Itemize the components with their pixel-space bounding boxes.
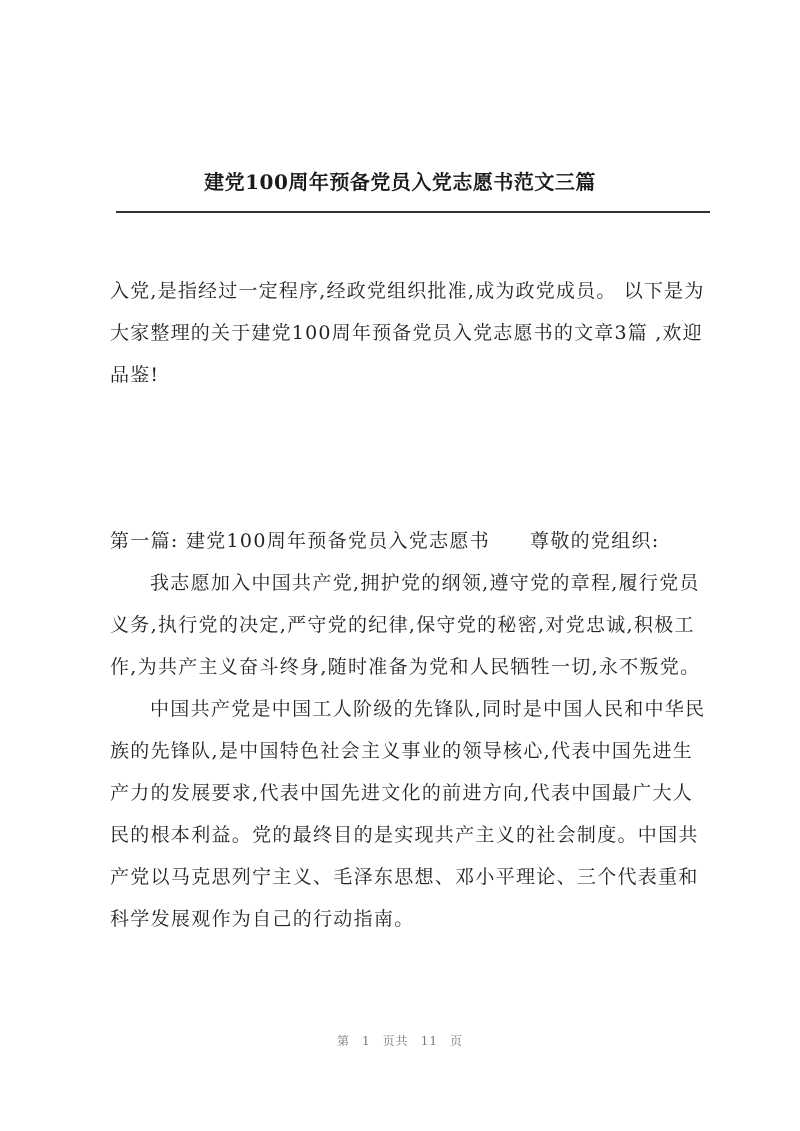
page-footer bbox=[0, 1032, 800, 1049]
body-paragraph: 我志愿加入中国共产党,拥护党的纲领,遵守党的章程,履行党员义务,执行党的决定,严守党的纪律,保守党的秘密,对党忠诚,积极工作,为共产主义奋斗终身,随时准备为党和人民牺牲一切,永不叛党。 bbox=[110, 572, 701, 678]
section-1 bbox=[110, 520, 710, 940]
footer-page-suffix: 页 bbox=[449, 1034, 463, 1048]
footer-total-pages: 11 bbox=[420, 1034, 438, 1048]
section-heading-line bbox=[110, 520, 710, 562]
salutation: 尊敬的党组织: bbox=[530, 530, 660, 552]
section-heading: 第一篇: 建党100周年预备党员入党志愿书 bbox=[110, 530, 491, 552]
document-title: 建党100周年预备党员入党志愿书范文三篇 bbox=[204, 170, 596, 194]
footer-of-label: 页共 bbox=[382, 1034, 409, 1048]
body-paragraph: 中国共产党是中国工人阶级的先锋队,同时是中国人民和中华民族的先锋队,是中国特色社会主义事业的领导核心,代表中国先进生产力的发展要求,代表中国先进文化的前进方向,代表中国最广大人民的根本利益。党的最终目的是实现共产主义的社会制度。中国共产党以马克思列宁主义、毛泽东思想、邓小平理论、三个代表重和科学发展观作为自己的行动指南。 bbox=[110, 698, 706, 930]
intro-paragraph: 入党,是指经过一定程序,经政党组织批准,成为政党成员。 以下是为大家整理的关于建党100周年预备党员入党志愿书的文章3篇 ,欢迎品鉴! bbox=[110, 280, 705, 386]
footer-page-number: 1 bbox=[362, 1034, 371, 1048]
footer-page-label: 第 bbox=[337, 1034, 351, 1048]
title-underline bbox=[116, 211, 710, 213]
